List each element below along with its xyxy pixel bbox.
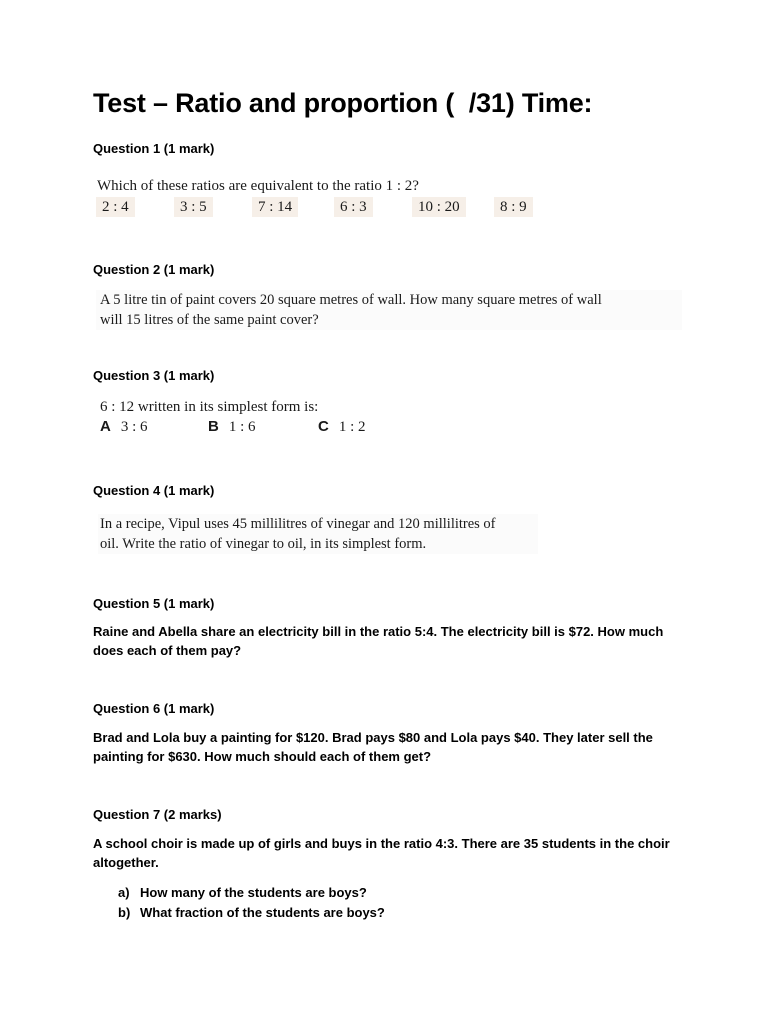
question-7-part-a xyxy=(118,883,385,903)
part-marker: a) xyxy=(118,885,130,900)
option-value: 1 : 6 xyxy=(228,419,256,435)
ratio-option: 3 : 5 xyxy=(174,197,213,217)
ratio-option: 7 : 14 xyxy=(252,197,298,217)
question-4-heading: Question 4 (1 mark) xyxy=(93,483,215,498)
option-c xyxy=(318,418,366,436)
question-4-text xyxy=(98,514,538,554)
question-4-line-2: oil. Write the ratio of vinegar to oil, in its simplest form. xyxy=(100,536,427,552)
part-text: What fraction of the students are boys? xyxy=(140,905,385,920)
page-title: Test – Ratio and proportion ( /31) Time: xyxy=(93,88,593,118)
ratio-option: 10 : 20 xyxy=(412,197,466,217)
ratio-option: 2 : 4 xyxy=(96,197,135,217)
question-7-part-b xyxy=(118,903,385,923)
ratio-option: 6 : 3 xyxy=(334,197,373,217)
option-letter: A xyxy=(100,418,111,435)
question-6-text: Brad and Lola buy a painting for $120. Brad pays $80 and Lola pays $40. They later sell the painting for $630. How much should each of them get? xyxy=(93,730,653,764)
question-1-prompt: Which of these ratios are equivalent to the ratio 1 : 2? xyxy=(97,178,419,194)
question-3-options xyxy=(100,418,400,440)
part-text: How many of the students are boys? xyxy=(140,885,367,900)
question-2-line-1: A 5 litre tin of paint covers 20 square metres of wall. How many square metres of wall xyxy=(100,292,602,308)
option-letter: B xyxy=(208,418,219,435)
option-value: 1 : 2 xyxy=(338,419,366,435)
question-7-parts xyxy=(118,883,385,923)
question-7-text: A school choir is made up of girls and buys in the ratio 4:3. There are 35 students in the choir altogether. xyxy=(93,836,670,870)
question-2-text xyxy=(96,290,682,330)
question-7-heading: Question 7 (2 marks) xyxy=(93,807,222,822)
option-b xyxy=(208,418,256,436)
question-5-heading: Question 5 (1 mark) xyxy=(93,596,215,611)
question-1-heading: Question 1 (1 mark) xyxy=(93,141,215,156)
part-marker: b) xyxy=(118,905,131,920)
question-6-heading: Question 6 (1 mark) xyxy=(93,701,215,716)
question-2-heading: Question 2 (1 mark) xyxy=(93,262,215,277)
question-2-line-2: will 15 litres of the same paint cover? xyxy=(100,312,319,328)
question-4-line-1: In a recipe, Vipul uses 45 millilitres of vinegar and 120 millilitres of xyxy=(100,516,496,532)
option-value: 3 : 6 xyxy=(120,419,148,435)
question-5-text: Raine and Abella share an electricity bill in the ratio 5:4. The electricity bill is $72. How much does each of them pay? xyxy=(93,624,664,658)
ratio-option: 8 : 9 xyxy=(494,197,533,217)
question-3-heading: Question 3 (1 mark) xyxy=(93,368,215,383)
option-a xyxy=(100,418,148,436)
question-3-prompt: 6 : 12 written in its simplest form is: xyxy=(100,399,319,415)
option-letter: C xyxy=(318,418,329,435)
